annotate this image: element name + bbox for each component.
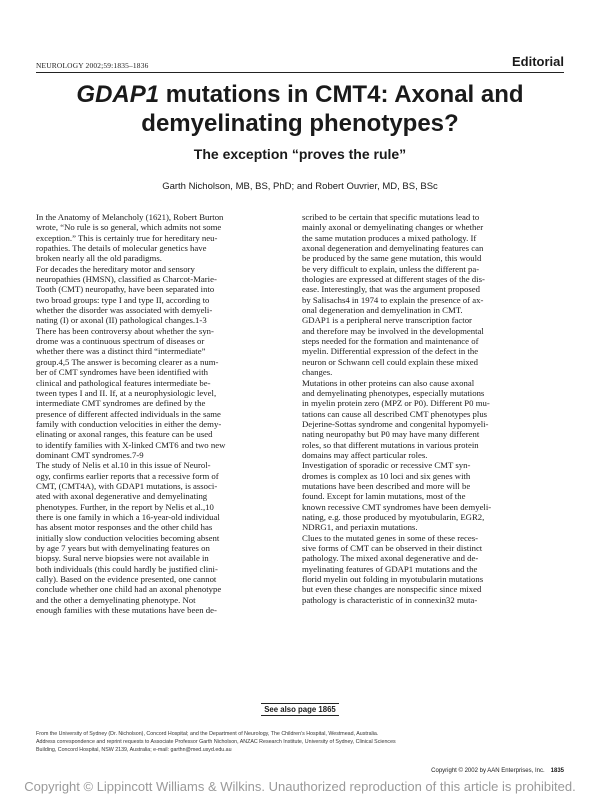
body-text-line: the same mutation produces a mixed pathology. If (302, 232, 477, 243)
body-text-line: and the other a demyelinating phenotype. Not (36, 594, 196, 605)
body-text-line: initially slow conduction velocities becoming absent (36, 532, 220, 543)
body-text-line: biopsy. Sural nerve biopsies were not available in (36, 553, 209, 564)
footnote-correspondence: Address correspondence and reprint requests to Associate Professor Garth Nicholson, ANZAC Research Institute, University of Sydney, Clinical Sciences (36, 739, 396, 746)
body-text-line: neuropathies (HMSN), classified as Charcot-Marie- (36, 274, 217, 285)
body-text-line: mutations have been described and more will be (302, 480, 471, 491)
see-also-link[interactable]: See also page 1865 (261, 703, 339, 716)
body-text-line: found. Except for lamin mutations, most of the (302, 491, 466, 502)
body-text-line: conclude whether one child had an axonal phenotype (36, 584, 222, 595)
body-text-line: onal degeneration and demyelination in CMT. (302, 305, 463, 316)
body-text-line: Investigation of sporadic or recessive CMT syn- (302, 460, 471, 471)
footnote-address: Building, Concord Hospital, NSW 2139, Australia; e-mail: garthn@med.usyd.edu.au (36, 747, 232, 754)
body-text-line: florid myelin out folding in myotubularin mutations (302, 574, 484, 585)
section-label: Editorial (511, 54, 564, 69)
footer-copyright (431, 768, 564, 774)
see-also-note[interactable] (0, 705, 600, 714)
body-text-line: tween types I and II. If, at a neurophysiologic level, (36, 387, 217, 398)
body-text-line: has absent motor responses and the other child has (36, 522, 213, 533)
body-text-line: known recessive CMT syndromes have been demyeli- (302, 501, 492, 512)
body-text-line: enough families with these mutations have been de- (36, 605, 217, 616)
body-text-line: ber of CMT syndromes have been identified with (36, 367, 208, 378)
body-text-line: dominant CMT syndromes.7-9 (36, 449, 144, 460)
body-text-line: For decades the hereditary motor and sensory (36, 263, 195, 274)
body-text-line: The study of Nelis et al.10 in this issue of Neurol- (36, 460, 211, 471)
body-text-line: clinical and pathological features intermediate be- (36, 377, 211, 388)
affiliation-footnotes (36, 730, 564, 755)
body-text-line: pathology. The mixed axonal degenerative and de- (302, 553, 479, 564)
body-text-line: thologies are expressed at different stages of the dis- (302, 274, 485, 285)
body-text-line: GDAP1 is a peripheral nerve transcription factor (302, 315, 472, 326)
body-text-line: Mutations in other proteins can also cause axonal (302, 377, 475, 388)
body-text-line: two broad groups: type I and type II, according to (36, 294, 210, 305)
body-text-line: myelinating features of GDAP1 mutations and the (302, 563, 478, 574)
header-rule (36, 72, 564, 73)
body-text-line: whether there was a distinct third “intermediate” (36, 346, 206, 357)
body-text-line: be produced by the same gene mutation, this would (302, 253, 482, 264)
body-text-line: broken nearly all the old paradigms. (36, 253, 162, 264)
body-text-line: drome was a continuous spectrum of diseases or (36, 336, 205, 347)
title-gene-name: GDAP1 (76, 81, 160, 108)
footnote-affiliation: From the University of Sydney (Dr. Nicholson), Concord Hospital; and the Department of Neurology, The Children’s Hospital, Westmead, Australia. (36, 731, 379, 737)
body-text-line: nating, e.g. those produced by myotubularin, EGR2, (302, 511, 485, 522)
body-text-line: elinating or axonal ranges, this feature can be used (36, 429, 213, 440)
body-text-line: Dejerine-Sottas syndrome and congenital hypomyeli- (302, 418, 489, 429)
body-text-line: cally). Based on the evidence presented, one cannot (36, 574, 217, 585)
page-number: 1835 (550, 768, 564, 774)
body-text-line: nating (I) or axonal (II) pathological changes.1-3 (36, 315, 207, 326)
body-text-line: changes. (302, 367, 333, 378)
body-text-line: ogy, confirms earlier reports that a recessive form of (36, 470, 219, 481)
body-text-line: In the Anatomy of Melancholy (1621), Robert Burton (36, 212, 224, 222)
title-line1-rest: mutations in CMT4: Axonal and (159, 81, 524, 108)
body-text-line: ease. Interestingly, that was the argument proposed (302, 284, 480, 295)
body-text-line: wrote, “No rule is so general, which admits not some (36, 222, 222, 233)
body-column-left (36, 212, 298, 615)
body-text-line: there is one family in which a 16-year-old individual (36, 511, 220, 522)
body-text-line: Clues to the mutated genes in some of these reces- (302, 532, 479, 543)
body-text-line: NDRG1, and periaxin mutations. (302, 522, 418, 533)
body-text-line: ropathies. The details of molecular genetics have (36, 243, 207, 254)
copyright-watermark: Copyright © Lippincott Williams & Wilkins. Unauthorized reproduction of this article is prohibited. (24, 779, 576, 794)
body-text-line: presence of different affected individuals in the same (36, 408, 221, 419)
title-line2: demyelinating phenotypes? (141, 110, 459, 137)
body-text-line: both individuals (this could hardly be justified clini- (36, 563, 218, 574)
body-text-line: domains may affect particular roles. (302, 449, 428, 460)
body-text-line: be very difficult to explain, unless the different pa- (302, 263, 480, 274)
body-text-line: axonal degeneration and demyelinating features can (302, 243, 484, 254)
body-text-line: by Salisachs4 in 1974 to explain the presence of ax- (302, 294, 484, 305)
body-text-line: nating neuropathy but P0 may have many different (302, 429, 480, 440)
body-text-line: but even these changes are nonspecific since mixed (302, 584, 482, 595)
body-text-line: by age 7 years but with demyelinating features on (36, 543, 210, 553)
running-head: NEUROLOGY 2002;59:1835–1836 (36, 61, 149, 70)
body-text-line: scribed to be certain that specific mutations lead to (302, 212, 480, 222)
body-text-line: tations can cause all described CMT phenotypes plus (302, 408, 488, 419)
body-text-line: family with conduction velocities in either the demy- (36, 418, 222, 429)
body-text-line: group.4,5 The answer is becoming clearer as a num- (36, 356, 219, 367)
body-text-line: mainly axonal or demyelinating changes or whether (302, 222, 484, 233)
body-text-line: neuron or Schwann cell could explain these mixed (302, 356, 479, 367)
body-column-right (302, 212, 564, 605)
body-text-line: CMT, (CMT4A), with GDAP1 mutations, is associ- (36, 480, 218, 491)
body-text-line: phenotypes. Further, in the report by Nelis et al.,10 (36, 501, 214, 512)
copyright-text: Copyright © 2002 by AAN Enterprises, Inc. (431, 768, 545, 774)
body-text-line: steps needed for the formation and maintenance of (302, 336, 479, 347)
body-text-line: and demyelinating phenotypes, especially mutations (302, 387, 485, 398)
body-text-line: Tooth (CMT) neuropathy, have been separated into (36, 284, 215, 295)
body-text-line: dromes is complex as 10 loci and six genes with (302, 470, 471, 481)
body-text-line: in myelin protein zero (MPZ or P0). Different P0 mu- (302, 398, 490, 409)
article-title (36, 80, 564, 138)
body-text-line: to identify families with X-linked CMT6 and two new (36, 439, 226, 450)
body-text-line: intermediate CMT syndromes are defined by the (36, 398, 206, 409)
body-text-line: roles, so that different mutations in various protein (302, 439, 479, 450)
body-text-line: exception.” This is certainly true for hereditary neu- (36, 232, 218, 243)
body-text-line: myelin. Differential expression of the defect in the (302, 346, 479, 357)
article-authors: Garth Nicholson, MB, BS, PhD; and Robert Ouvrier, MD, BS, BSc (162, 181, 438, 192)
body-text-line: ated with axonal degenerative and demyelinating (36, 491, 208, 502)
body-text-line: pathology is characteristic of in connexin32 muta- (302, 594, 478, 605)
body-text-line: There has been controversy about whether the syn- (36, 325, 214, 336)
body-text-line: whether the disorder was associated with demyeli- (36, 305, 213, 316)
body-text-line: sive forms of CMT can be observed in their distinct (302, 543, 483, 553)
body-text-line: and therefore may be involved in the developmental (302, 325, 484, 336)
article-subtitle: The exception “proves the rule” (193, 146, 407, 162)
